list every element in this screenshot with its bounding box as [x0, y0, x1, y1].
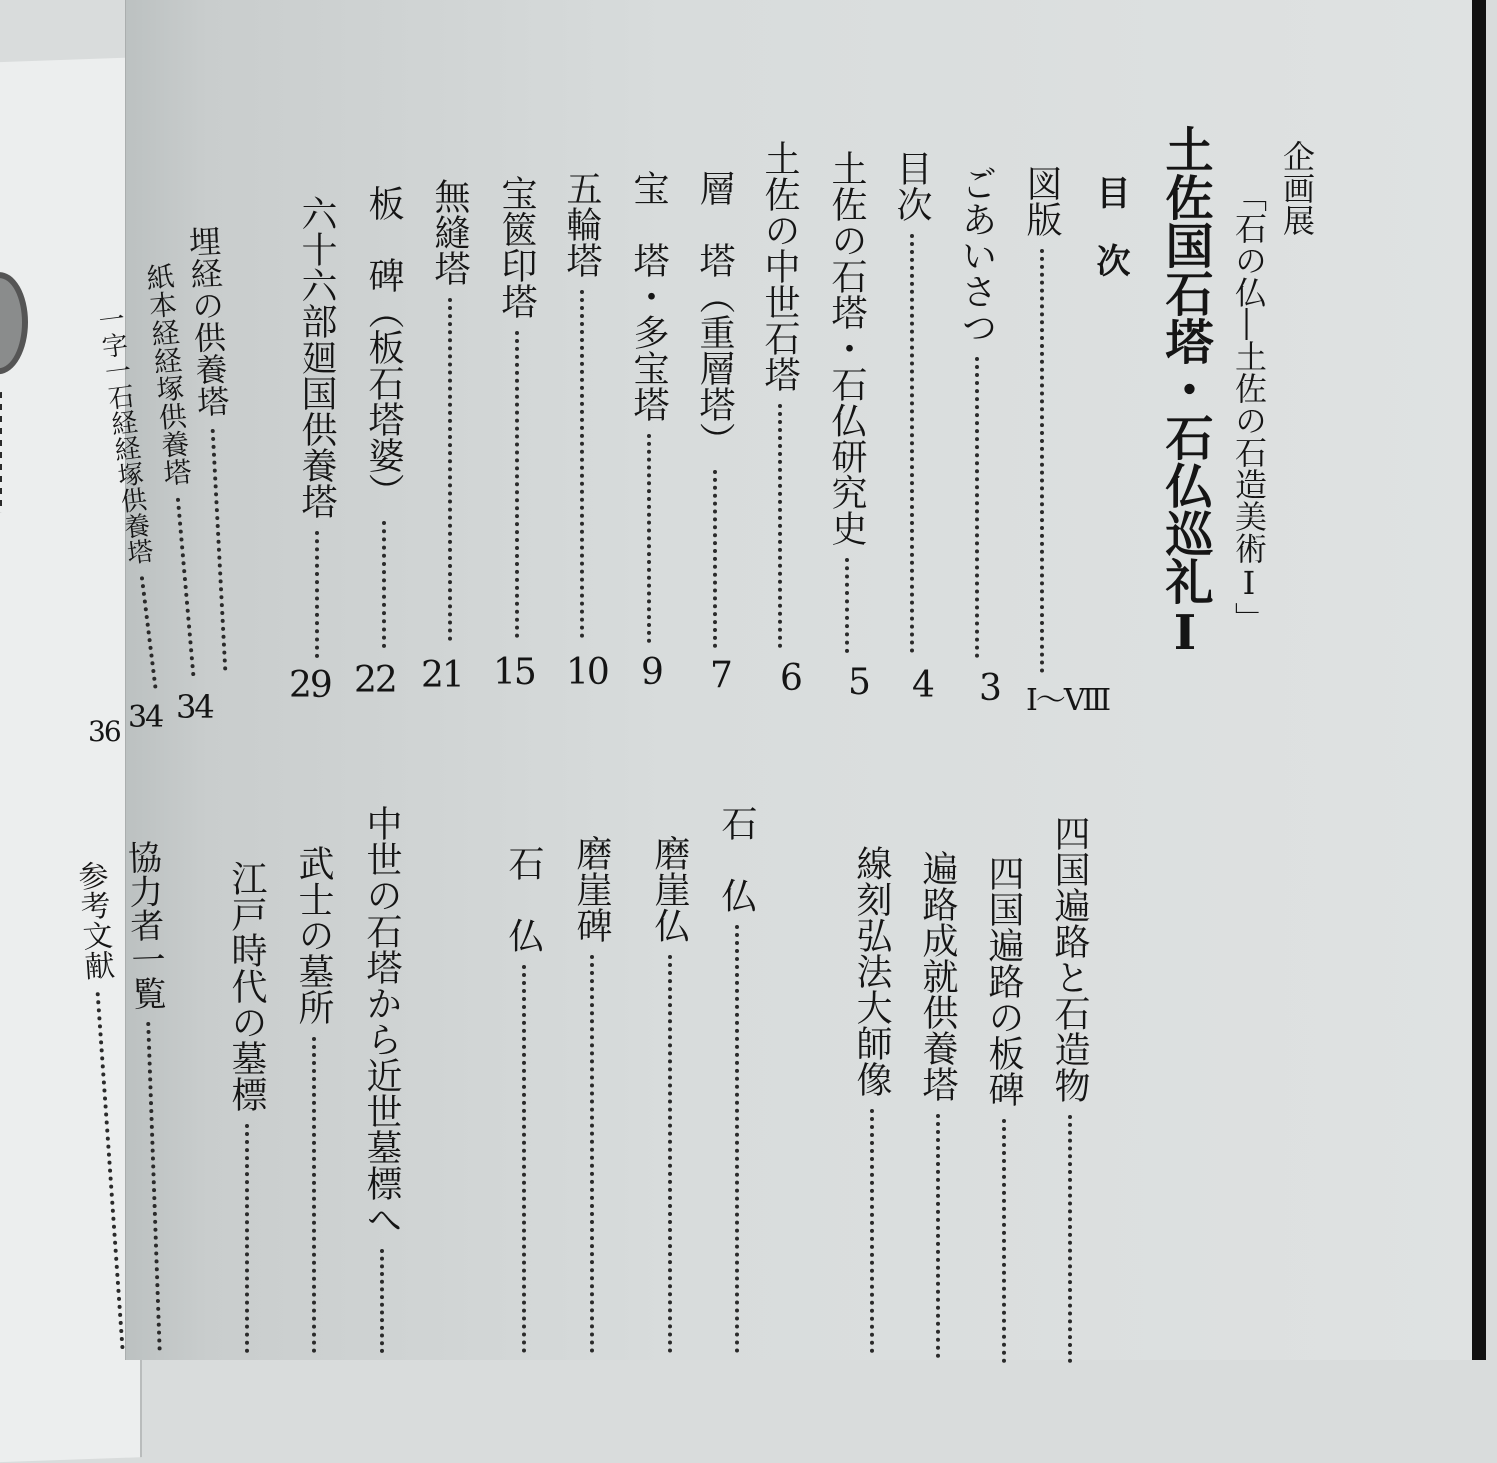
toc-entry[interactable]: [644, 835, 695, 1365]
toc-entry-page: 34: [128, 700, 163, 735]
toc-entry-label: 中世の石塔から近世墓標へ: [361, 805, 402, 1237]
toc-entry[interactable]: [491, 175, 542, 650]
toc-entry-page: 5: [848, 662, 869, 703]
toc-entry-page: 22: [354, 660, 396, 701]
toc-entry-label: 江戸時代の墓標: [226, 860, 267, 1112]
toc-entry-page: 36: [88, 715, 120, 748]
toc-entry[interactable]: [358, 185, 409, 660]
toc-entry-label: 五輪塔: [561, 170, 602, 278]
exhibition-label: 企画展: [1278, 140, 1316, 236]
toc-entry-label: 目次: [891, 150, 932, 222]
toc-entry-label: ごあいさつ: [956, 165, 997, 345]
toc-entry-label: 遍路成就供養塔: [917, 850, 958, 1102]
toc-entry-label: 石 仏: [716, 805, 757, 913]
toc-entry-page: 7: [710, 655, 731, 696]
toc-entry-page: 9: [641, 652, 662, 693]
toc-entry[interactable]: [623, 170, 674, 655]
book-title: 土佐国石塔・石仏巡礼Ⅰ: [1157, 125, 1213, 661]
toc-entry-label: 武士の墓所: [293, 845, 334, 1025]
toc-entry-label: 土佐の中世石塔: [759, 140, 800, 392]
toc-entry[interactable]: [912, 850, 963, 1370]
toc-entry-label: 一字一石経経塚供養塔: [92, 304, 155, 567]
toc-page: [71, 0, 1486, 1360]
toc-entry[interactable]: [356, 805, 407, 1365]
toc-entry-label: 四国遍路の板碑: [983, 855, 1024, 1107]
toc-entry[interactable]: [886, 150, 937, 665]
toc-entry[interactable]: [1016, 165, 1067, 685]
toc-entry-page: Ⅰ〜Ⅷ: [1026, 683, 1110, 718]
toc-entry-page: 21: [421, 655, 463, 696]
toc-entry[interactable]: [711, 805, 762, 1365]
toc-heading: 目 次: [1090, 175, 1130, 277]
toc-entry-page: 6: [780, 658, 801, 699]
toc-entry[interactable]: [754, 140, 805, 660]
toc-entry[interactable]: [821, 150, 872, 665]
toc-entry[interactable]: [689, 170, 740, 660]
toc-entry[interactable]: [846, 845, 897, 1365]
toc-entry-page: 3: [979, 668, 1000, 709]
exhibition-subtitle: 「石の仏―土佐の石造美術Ⅰ」: [1230, 180, 1268, 634]
toc-entry-page: 10: [566, 652, 608, 693]
toc-entry-label: 紙本経経塚供養塔: [141, 261, 194, 488]
toc-entry-label: 土佐の石塔・石仏研究史: [826, 150, 867, 546]
toc-entry[interactable]: [221, 860, 272, 1365]
toc-entry[interactable]: [978, 855, 1029, 1375]
toc-entry[interactable]: [556, 170, 607, 650]
toc-entry-label: 図版: [1021, 165, 1062, 237]
toc-entry-label: 協力者一覧: [120, 839, 167, 1011]
toc-entry[interactable]: [1044, 815, 1095, 1375]
toc-entry[interactable]: [288, 845, 339, 1365]
toc-entry-page: 34: [176, 688, 213, 726]
toc-entry-page: 15: [493, 652, 535, 693]
toc-entry[interactable]: [424, 178, 475, 653]
toc-entry[interactable]: [951, 165, 1002, 670]
toc-entry-label: 磨崖仏: [649, 835, 690, 943]
toc-entry[interactable]: [566, 835, 617, 1365]
toc-entry-page: 29: [289, 665, 331, 706]
toc-entry-label: 参考文献: [71, 859, 115, 982]
toc-entry-page: 4: [912, 665, 933, 706]
page-edge-shadow: [1472, 0, 1486, 1360]
toc-entry-label: 埋経の供養塔: [182, 224, 231, 419]
adjacent-page-text: [0, 392, 2, 513]
toc-entry[interactable]: [498, 845, 549, 1365]
toc-entry-label: 層 塔（重層塔）: [694, 170, 735, 458]
toc-entry-label: 石 仏: [503, 845, 544, 953]
toc-entry-label: 磨崖碑: [571, 835, 612, 943]
toc-entry[interactable]: [291, 195, 342, 670]
toc-entry-label: 六十六部廻国供養塔: [296, 195, 337, 519]
toc-entry-label: 宝 塔・多宝塔: [628, 170, 669, 422]
toc-entry-label: 板 碑（板石塔婆）: [363, 185, 404, 509]
toc-entry-label: 宝篋印塔: [496, 175, 537, 319]
toc-entry-label: 無縫塔: [429, 178, 470, 286]
binding-ring: [0, 271, 28, 375]
toc-entry-label: 線刻弘法大師像: [851, 845, 892, 1097]
toc-entry-label: 四国遍路と石造物: [1049, 815, 1090, 1103]
